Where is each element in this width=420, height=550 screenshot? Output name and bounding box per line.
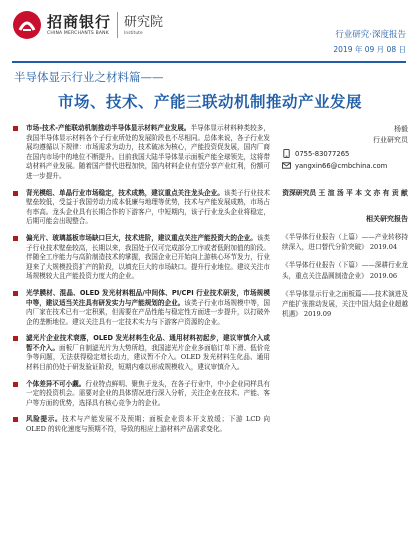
paragraph-text: 面板厂自制滤光片为大势所趋，我国滤光片企业多面临订单下滑、低价竞争等问题，无法获得稳定增长动力，建议暂不介入。OLED 发光材料生化品、通用材料目前仍处于研发验证阶段，短期内难以形成规模收入，建议审慎介入。 — [26, 343, 271, 372]
analyst-title: 行业研究员 — [373, 136, 408, 144]
related-report-title: 《半导体显示行业之面板篇——技术演进及产能扩张推动发展，关注中国大陆企业超越机遇》 — [282, 289, 408, 319]
square-bullet-icon — [13, 191, 18, 196]
square-bullet-icon — [13, 417, 18, 422]
sidebar — [282, 124, 408, 319]
analyst-name: 杨毅 — [394, 125, 408, 133]
logo-divider — [117, 12, 118, 38]
bank-logo — [12, 10, 163, 40]
square-bullet-icon — [13, 382, 18, 387]
square-bullet-icon — [13, 126, 18, 131]
paragraph-lead: 市场-技术-产能联动机制推动半导体显示材料产业发展。 — [26, 124, 191, 132]
report-date: 2019 年 09 月 08 日 — [333, 45, 406, 54]
summary-paragraph — [14, 124, 270, 182]
paragraph-lead: 光学膜材、混晶、OLED 发光材料粗品/中间体、PI/CPI 行业技术研发，市场规模中等，建议适当关注具有研发实力与产能规划的企业。 — [26, 288, 270, 307]
paragraph-text: 半导体显示材料种类较多，我国半导体显示材料各个子行业所处的发展阶段也不尽相同。总体来说，各子行业发展均遵循以下规律：市场需求为动力，技术破冰为核心，产能投资促发展，国内厂商在国内市场中的地位不断提升。目前我国大陆半导体显示面板产能全球领先，这将带动材料产业发展。随着国产替代进程加快，国内材料企业有望分享产业红利，份额可进一步提升。 — [26, 124, 270, 180]
summary-paragraph — [14, 189, 270, 227]
institute-name-en: Institute — [124, 30, 143, 36]
related-report-item[interactable] — [282, 232, 408, 252]
report-category: 行业研究·深度报告 — [335, 30, 406, 40]
series-title: 半导体显示行业之材料篇—— — [14, 70, 164, 84]
paragraph-lead: 个体差异不可小觑。 — [26, 379, 86, 388]
paragraph-text: 该类子行业市场规模中等，国内厂家在技术已有一定积累，但需要在产品性能与稳定性方面进一步提升，以打破外企的垄断地位。建议关注具有一定技术实力与下游客户资源的企业。 — [26, 298, 271, 326]
related-reports-title: 相关研究报告 — [366, 214, 408, 223]
paragraph-lead: 滤光片企业技术衰落，OLED 发光材料生化品、通用材料初起步，建议审慎介入或暂不介入。 — [26, 334, 270, 352]
summary-paragraph — [14, 289, 270, 327]
report-header — [0, 0, 420, 62]
square-bullet-icon — [13, 291, 18, 296]
bank-name-en: CHINA MERCHANTS BANK — [47, 30, 109, 36]
page-title: 市场、技术、产能三联动机制推动产业发展 — [57, 92, 362, 111]
summary-paragraph — [14, 334, 270, 372]
related-report-title: 《半导体行业报告（上篇）——产业转移持续深入，进口替代分阶突破》 — [282, 233, 408, 252]
paragraph-text: 行业特点鲜明、聚焦于龙头，在各子行业中，中小企业同样具有一定的投资机会。需要对企业的具体情况进行深入分析，关注企业在技术、产能、客户等方面的优势，选择具有核心竞争力的企业。 — [26, 379, 271, 407]
cmb-logo-icon — [12, 10, 42, 40]
related-report-item[interactable] — [282, 260, 408, 280]
paragraph-lead: 风险提示。 — [26, 415, 63, 424]
bank-name: 招商银行 — [47, 12, 112, 31]
related-report-date: 2019.09 — [303, 310, 332, 319]
square-bullet-icon — [13, 236, 18, 241]
summary-paragraph — [14, 415, 270, 434]
square-bullet-icon — [13, 336, 18, 341]
email-address[interactable]: yangxin66@cmbchina.com — [295, 161, 388, 170]
paragraph-lead: 偏光片、玻璃基板市场缺口巨大，技术进阶，建议重点关注产能投资大的企业。 — [26, 233, 257, 242]
contributor-note: 资深研究员 王 渲 汤 平 本 文 亦 有 贡 献 — [282, 189, 408, 197]
email-icon — [282, 161, 291, 170]
summary-column — [14, 124, 270, 442]
phone-icon — [282, 149, 291, 158]
paragraph-text: 该类子行业技术壁垒较高，长期以来，我国处于仅可完成部分工序或者低附加值的阶段。伴随全工序能力与高阶制造技术的掌握，我国企业已开始向上游核心环节发力，行业迎来了大规模投资扩产的阶段，以填充巨大的市场缺口。提升行业地位。建议关注市场规模较大且产能投资力度大的企业。 — [26, 233, 271, 281]
header-rule — [12, 61, 406, 63]
summary-paragraph — [14, 380, 270, 409]
institute-name: 研究院 — [124, 14, 164, 30]
related-report-date: 2019.04 — [369, 243, 398, 252]
phone-number: 0755-83077265 — [295, 149, 350, 158]
paragraph-lead: 背光模组、单晶行业市场稳定，技术成熟，建议重点关注龙头企业。 — [26, 188, 224, 197]
related-report-date: 2019.06 — [369, 271, 398, 280]
email-row — [282, 161, 408, 170]
paragraph-text: 技术与产能发展不及预期；面板企业资本开支放缓；下游 LCD 向 OLED 的转化速度与预期不符，导致的相应上游材料产品需求变化。 — [26, 415, 270, 434]
related-report-title: 《半导体行业报告（下篇）——深耕行业龙头，重点关注晶圆制造企业》 — [282, 261, 408, 280]
related-report-item[interactable] — [282, 289, 408, 320]
phone-row — [282, 149, 408, 158]
summary-paragraph — [14, 234, 270, 282]
paragraph-text: 该类子行业技术壁垒较低，受益于我国劳动力成本低廉与地理等优势，技术与产能发展成熟，市场占有率高。龙头企业具有长期合作的下游客户，中短期内，该子行业龙头企业将稳定，后期可能会出现整合。 — [26, 188, 271, 226]
